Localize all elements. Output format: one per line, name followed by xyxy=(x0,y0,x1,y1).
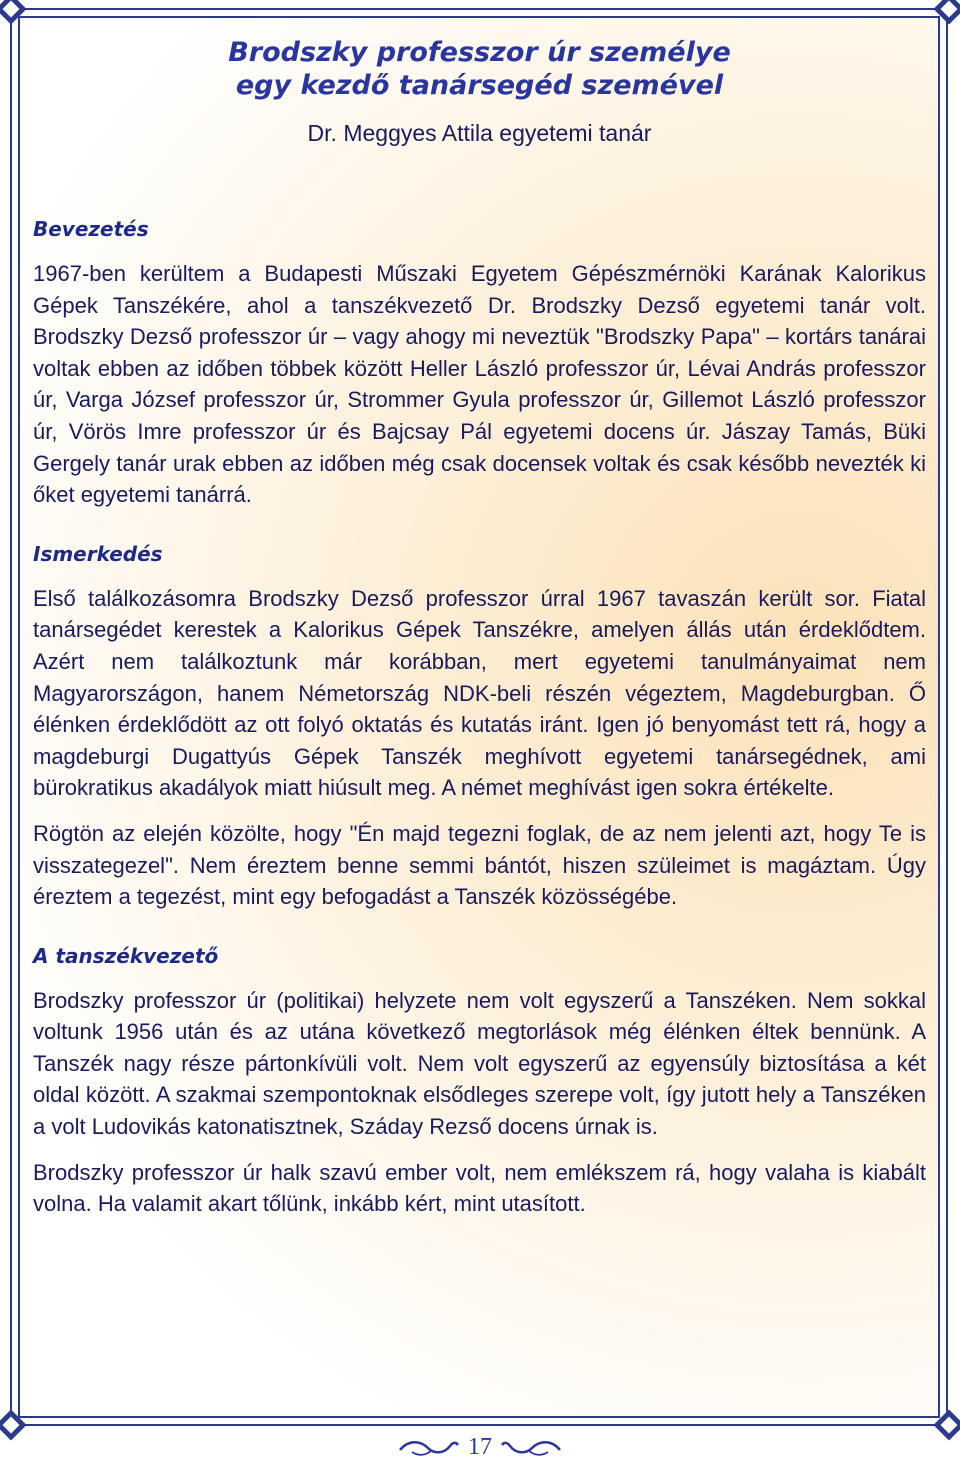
page-footer xyxy=(0,1432,960,1462)
section-heading-bevezetes: Bevezetés xyxy=(33,217,149,241)
paragraph: Első találkozásomra Brodszky Dezső professzor úrral 1967 tavaszán került sor. Fiatal tanársegédet kerestek a Kalorikus Gépek Tanszékre, amelyen állás után érdeklődtem. Azért nem találkoztunk már korábban, mert egyetemi tanulmányaimat nem Magyarországon, hanem Németország NDK-beli részén végeztem, Magdeburgban. Ő élénken érdeklődött az ott folyó oktatás és kutatás iránt. Igen jó benyomást tett rá, hogy a magdeburgi Dugattyús Gépek Tanszék meghívott egyetemi tanársegédnek, ami bürokratikus akadályok miatt hiúsult meg. A német meghívást igen sokra értékelte. xyxy=(33,585,926,801)
flourish-left-icon xyxy=(398,1436,460,1458)
article-title xyxy=(33,36,926,102)
section-heading-tanszekvezeto: A tanszékvezető xyxy=(33,943,219,968)
page-number: 17 xyxy=(468,1433,492,1460)
paragraph: Brodszky professzor úr halk szavú ember volt, nem emlékszem rá, hogy valaha is kiabált volna. Ha valamit akart tőlünk, inkább kért, mint utasított. xyxy=(33,1159,926,1217)
title-line-1: Brodszky professzor úr személye xyxy=(228,37,731,68)
title-line-2: egy kezdő tanársegéd szemével xyxy=(235,70,724,101)
article-content xyxy=(33,36,926,1220)
section-heading-ismerkedes: Ismerkedés xyxy=(33,541,163,566)
paragraph: Rögtön az elején közölte, hogy "Én majd tegezni foglak, de az nem jelenti azt, hogy Te is visszategezel". Nem éreztem benne semmi bántót, hiszen szüleimet is magáztam. Úgy éreztem a tegezést, mint egy befogadást a Tanszék közösségébe. xyxy=(33,820,926,910)
flourish-right-icon xyxy=(500,1436,562,1458)
author-line: Dr. Meggyes Attila egyetemi tanár xyxy=(307,120,652,146)
paragraph: 1967-ben kerültem a Budapesti Műszaki Egyetem Gépészmérnöki Karának Kalorikus Gépek Tanszékére, ahol a tanszékvezető Dr. Brodszky Dezső egyetemi tanár volt. Brodszky Dezső professzor úr – vagy ahogy mi neveztük "Brodszky Papa" – kortárs tanárai voltak ebben az időben többek között Heller László professzor úr, Lévai András professzor úr, Varga József professzor úr, Strommer Gyula professzor úr, Gillemot László professzor úr, Vörös Imre professzor úr és Bajcsay Pál egyetemi docens úr. Jászay Tamás, Büki Gergely tanár urak ebben az időben még csak docensek voltak és csak később nevezték ki őket egyetemi tanárrá. xyxy=(33,261,926,508)
paragraph: Brodszky professzor úr (politikai) helyzete nem volt egyszerű a Tanszéken. Nem sokkal voltunk 1956 után és az utána következő megtorlások még élénken éltek bennünk. A Tanszék nagy része pártonkívüli volt. Nem volt egyszerű az egyensúly biztosítása a két oldal között. A szakmai szempontoknak elsődleges szerepe volt, így jutott hely a Tanszéken a volt Ludovikás katonatisztnek, Száday Rezső docens úrnak is. xyxy=(33,987,926,1140)
